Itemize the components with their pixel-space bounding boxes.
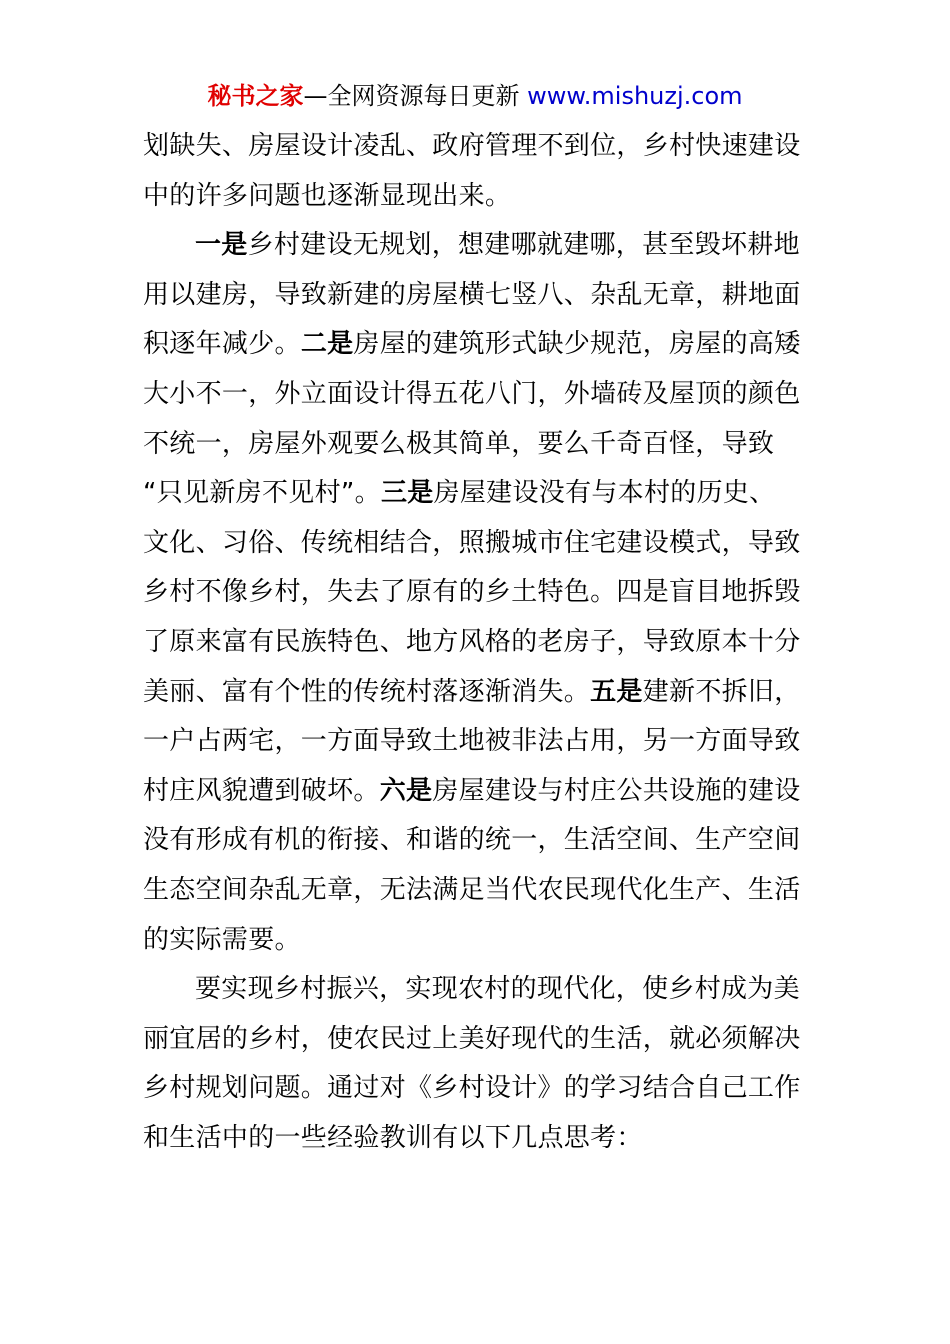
text-run: 村庄风貌遭到破坏。	[143, 775, 380, 806]
brand-name: 秘书之家	[207, 82, 304, 110]
site-url-link[interactable]: www.mishuzj.com	[527, 82, 743, 110]
paragraph-line	[143, 320, 815, 370]
text-run: 房屋建设与村庄公共设施的建设	[432, 775, 801, 806]
text-run: 积逐年减少。	[143, 329, 301, 360]
paragraph-line: 要实现乡村振兴，实现农村的现代化，使乡村成为美	[195, 974, 800, 1005]
header-tagline: —全网资源每日更新	[303, 82, 528, 110]
text-run: 房屋的建筑形式缺少规范，房屋的高矮	[353, 329, 801, 360]
text-run: 美丽、富有个性的传统村落逐渐消失。	[143, 676, 591, 707]
paragraph-line: 一户占两宅，一方面导致土地被非法占用，另一方面导致	[143, 726, 801, 757]
paragraph-line: 乡村不像乡村，失去了原有的乡土特色。四是盲目地拆毁	[143, 577, 801, 608]
paragraph-line: 文化、习俗、传统相结合，照搬城市住宅建设模式，导致	[143, 527, 801, 558]
paragraph-line	[143, 767, 815, 817]
enumerator-5: 五是	[590, 676, 643, 707]
enumerator-1: 一是	[195, 230, 248, 261]
paragraph-line: 划缺失、房屋设计凌乱、政府管理不到位，乡村快速建设	[143, 131, 801, 161]
enumerator-3: 三是	[380, 478, 434, 509]
paragraph-line: 不统一，房屋外观要么极其简单，要么千奇百怪，导致	[143, 428, 775, 459]
paragraph-line: 生态空间杂乱无章，无法满足当代农民现代化生产、生活	[143, 874, 801, 905]
text-run: 建新不拆旧，	[642, 676, 801, 707]
document-body	[143, 122, 815, 1163]
paragraph-line: 乡村规划问题。通过对《乡村设计》的学习结合自己工作	[143, 1073, 801, 1104]
page-header	[0, 80, 950, 112]
text-run: “只见新房不见村”。	[143, 478, 381, 509]
text-run: 房屋建设没有与本村的历史、	[433, 478, 776, 509]
paragraph-line: 了原来富有民族特色、地方风格的老房子，导致原本十分	[143, 626, 801, 657]
paragraph-line	[143, 668, 815, 718]
paragraph-line: 丽宜居的乡村，使农民过上美好现代的生活，就必须解决	[143, 1023, 801, 1054]
paragraph-line	[143, 469, 815, 519]
enumerator-2: 二是	[300, 329, 354, 360]
paragraph-line: 的实际需要。	[143, 924, 301, 955]
paragraph-line: 和生活中的一些经验教训有以下几点思考：	[143, 1122, 643, 1153]
paragraph-line: 用以建房，导致新建的房屋横七竖八、杂乱无章，耕地面	[143, 279, 801, 310]
paragraph-line: 大小不一，外立面设计得五花八门，外墙砖及屋顶的颜色	[143, 378, 801, 409]
text-run: 乡村建设无规划，想建哪就建哪，甚至毁坏耕地	[247, 230, 800, 261]
paragraph-line: 没有形成有机的衔接、和谐的统一，生活空间、生产空间	[143, 825, 801, 856]
paragraph-line: 中的许多问题也逐渐显现出来。	[143, 180, 512, 211]
paragraph-line	[143, 221, 815, 271]
enumerator-6: 六是	[379, 775, 433, 806]
